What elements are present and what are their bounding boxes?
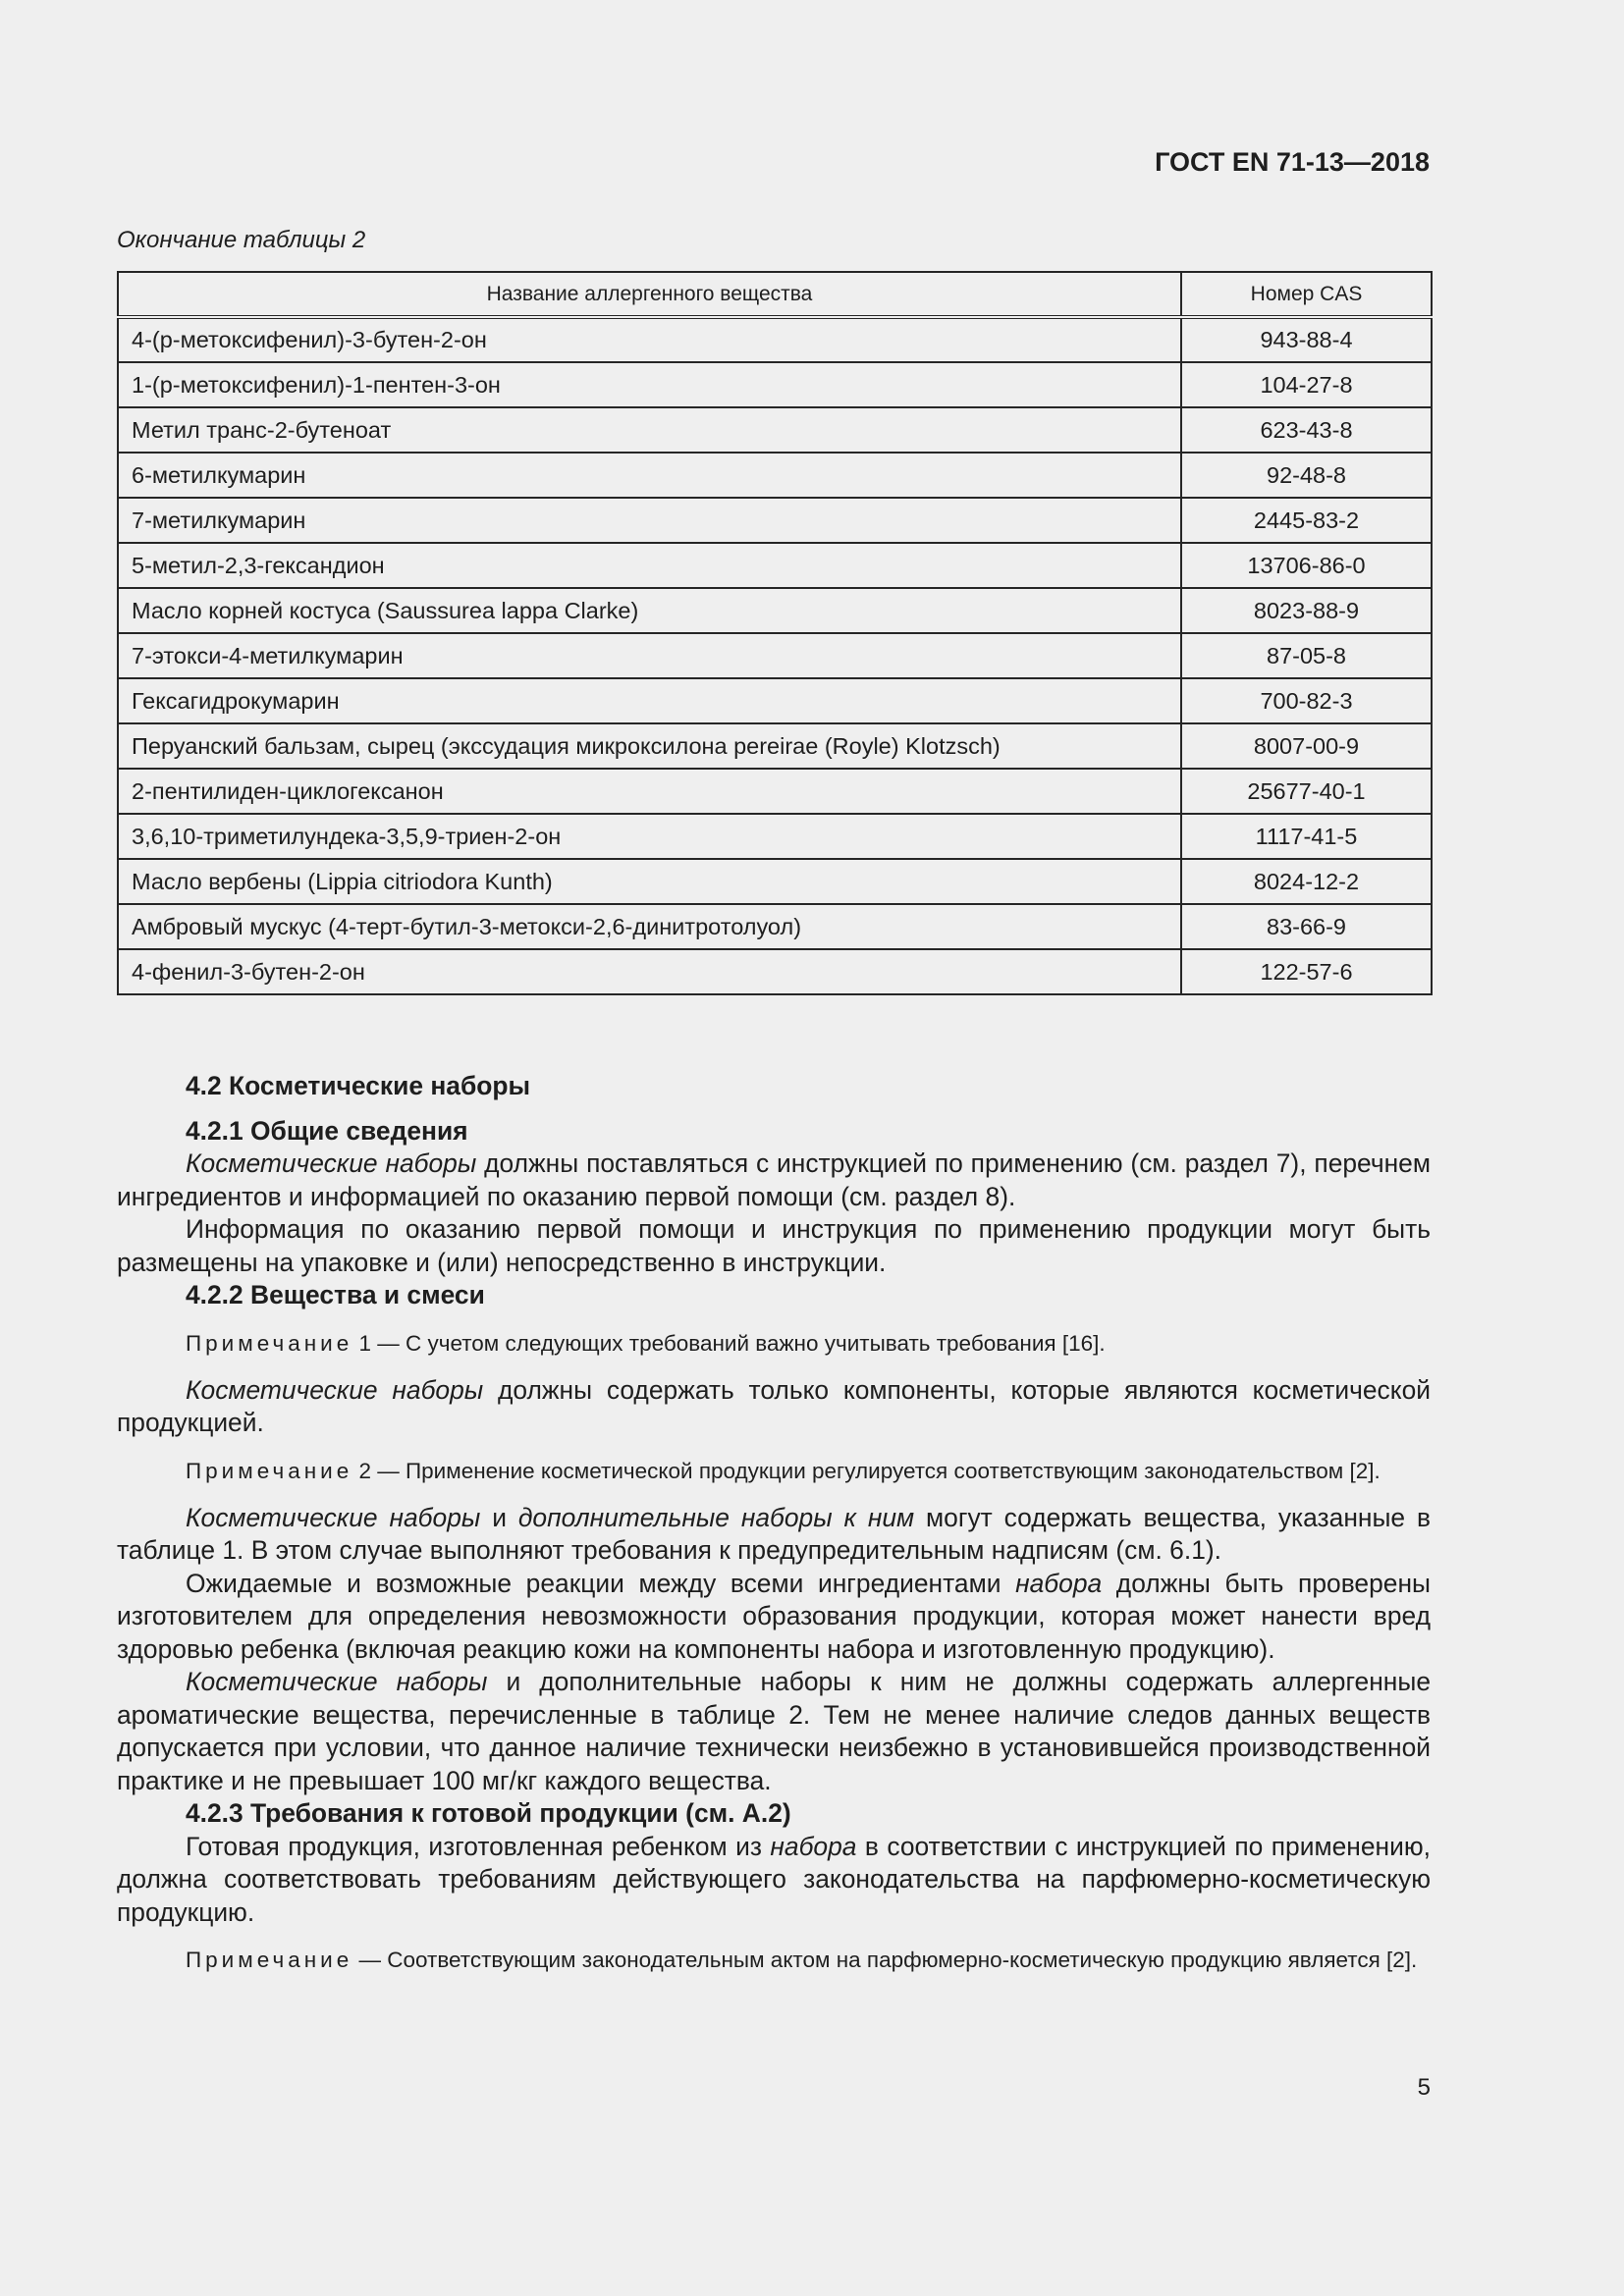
heading-4-2-2: 4.2.2 Вещества и смеси: [186, 1280, 485, 1309]
cas-number: 122-57-6: [1181, 949, 1432, 994]
emphasis: Косметические наборы: [186, 1502, 481, 1532]
paragraph-text: должны поставляться с инструкцией по применению (см. раздел 7), перечнем ингредиентов и информацией по оказанию первой помощи (см. раздел 8).: [117, 1148, 1431, 1211]
substance-name: Гексагидрокумарин: [118, 678, 1181, 723]
table-row: [118, 678, 1432, 723]
cas-number: 623-43-8: [1181, 407, 1432, 453]
substance-name: Перуанский бальзам, сырец (экссудация микроксилона pereirae (Royle) Klotzsch): [118, 723, 1181, 769]
paragraph: Информация по оказанию первой помощи и инструкция по применению продукции могут быть размещены на упаковке и (или) непосредственно в инструкции.: [117, 1214, 1431, 1277]
paragraph: [117, 1831, 1431, 1930]
table-row: [118, 453, 1432, 498]
heading-4-2-3: 4.2.3 Требования к готовой продукции (см. А.2): [186, 1798, 791, 1828]
substance-name: Масло вербены (Lippia citriodora Kunth): [118, 859, 1181, 904]
table-caption: Окончание таблицы 2: [117, 227, 366, 253]
table-row: [118, 498, 1432, 543]
heading-4-2: 4.2 Косметические наборы: [186, 1071, 531, 1100]
substance-name: 7-этокси-4-метилкумарин: [118, 633, 1181, 678]
note-label: Примечание: [186, 1330, 353, 1356]
cas-number: 700-82-3: [1181, 678, 1432, 723]
table-row: [118, 949, 1432, 994]
emphasis: дополнительные наборы к ним: [517, 1502, 915, 1532]
cas-number: 943-88-4: [1181, 317, 1432, 362]
paragraph-text: Готовая продукция, изготовленная ребенком из: [186, 1831, 771, 1861]
substance-name: 3,6,10-триметилундека-3,5,9-триен-2-он: [118, 814, 1181, 859]
note-label: Примечание: [186, 1948, 353, 1972]
paragraph-text: могут содержать вещества, указанные в таблице 1. В этом случае выполняют требования к предупредительным надписям (см. 6.1).: [117, 1502, 1432, 1565]
substance-name: 6-метилкумарин: [118, 453, 1181, 498]
substance-name: Амбровый мускус (4-терт-бутил-3-метокси-2,6-динитротолуол): [118, 904, 1181, 949]
table-row: [118, 769, 1432, 814]
paragraph-text: и дополнительные наборы к ним не должны содержать аллергенные ароматические вещества, перечисленные в таблице 2. Тем не менее наличие следов данных веществ допускается при условии, что данное наличие технически неизбежно в установившейся производственной практике и не превышает 100 мг/кг каждого вещества.: [117, 1667, 1431, 1795]
cas-number: 1117-41-5: [1181, 814, 1432, 859]
substance-name: 5-метил-2,3-гександион: [118, 543, 1181, 588]
paragraph: [117, 1568, 1431, 1667]
table-row: [118, 407, 1432, 453]
page-number: 5: [1417, 2074, 1431, 2101]
cas-number: 2445-83-2: [1181, 498, 1432, 543]
note-label: Примечание: [186, 1458, 353, 1483]
substance-name: 1-(р-метоксифенил)-1-пентен-3-он: [118, 362, 1181, 407]
emphasis: Косметические наборы: [186, 1667, 488, 1696]
table-header-row: [118, 272, 1432, 317]
paragraph: [117, 1374, 1431, 1440]
substance-name: 4-(р-метоксифенил)-3-бутен-2-он: [118, 317, 1181, 362]
note: [117, 1328, 1431, 1359]
substance-name: Метил транс-2-бутеноат: [118, 407, 1181, 453]
table-row: [118, 362, 1432, 407]
cas-number: 25677-40-1: [1181, 769, 1432, 814]
table-row: [118, 543, 1432, 588]
cas-number: 92-48-8: [1181, 453, 1432, 498]
table-row: [118, 723, 1432, 769]
cas-number: 8024-12-2: [1181, 859, 1432, 904]
paragraph-text: в соответствии с инструкцией по применению, должна соответствовать требованиям действующего законодательства на парфюмерно-косметическую продукцию.: [117, 1831, 1431, 1927]
table-row: [118, 633, 1432, 678]
emphasis: набора: [1015, 1568, 1103, 1598]
table-row: [118, 814, 1432, 859]
table-row: [118, 588, 1432, 633]
substance-name: 2-пентилиден-циклогексанон: [118, 769, 1181, 814]
cas-number: 8023-88-9: [1181, 588, 1432, 633]
emphasis: Косметические наборы: [186, 1148, 477, 1178]
table-row: [118, 859, 1432, 904]
table-row: [118, 904, 1432, 949]
note: [117, 1945, 1431, 1975]
cas-number: 104-27-8: [1181, 362, 1432, 407]
table-row: [118, 317, 1432, 362]
document-code: ГОСТ EN 71-13—2018: [1155, 147, 1430, 177]
note-text: 1 — С учетом следующих требований важно учитывать требования [16].: [352, 1330, 1106, 1356]
substance-name: Масло корней костуса (Saussurea lappa Clarke): [118, 588, 1181, 633]
paragraph: [117, 1666, 1431, 1797]
note-text: 2 — Применение косметической продукции регулируется соответствующим законодательством [2].: [352, 1458, 1380, 1483]
cas-number: 8007-00-9: [1181, 723, 1432, 769]
allergen-table: [117, 271, 1433, 995]
paragraph-text: должны быть проверены изготовителем для определения невозможности образования продукции, которая может нанести вред здоровью ребенка (включая реакцию кожи на компоненты набора и изготовленную продукцию).: [117, 1568, 1432, 1664]
heading-4-2-1: 4.2.1 Общие сведения: [186, 1115, 468, 1146]
emphasis: Косметические наборы: [186, 1374, 484, 1405]
note-text: — Соответствующим законодательным актом на парфюмерно-косметическую продукцию является [2].: [352, 1948, 1418, 1972]
paragraph-text: должны содержать только компоненты, которые являются косметической продукцией.: [117, 1374, 1431, 1437]
note: [117, 1456, 1431, 1486]
paragraph: [117, 1148, 1431, 1213]
paragraph: [117, 1502, 1431, 1568]
paragraph-text: Ожидаемые и возможные реакции между всеми ингредиентами: [186, 1568, 1016, 1598]
cas-number: 13706-86-0: [1181, 543, 1432, 588]
paragraph-text: и: [480, 1502, 518, 1532]
cas-number: 87-05-8: [1181, 633, 1432, 678]
substance-name: 4-фенил-3-бутен-2-он: [118, 949, 1181, 994]
column-header-cas: Номер CAS: [1181, 272, 1432, 317]
cas-number: 83-66-9: [1181, 904, 1432, 949]
body-text: [117, 1070, 1431, 1975]
column-header-substance: Название аллергенного вещества: [118, 272, 1181, 317]
substance-name: 7-метилкумарин: [118, 498, 1181, 543]
emphasis: набора: [770, 1831, 857, 1861]
